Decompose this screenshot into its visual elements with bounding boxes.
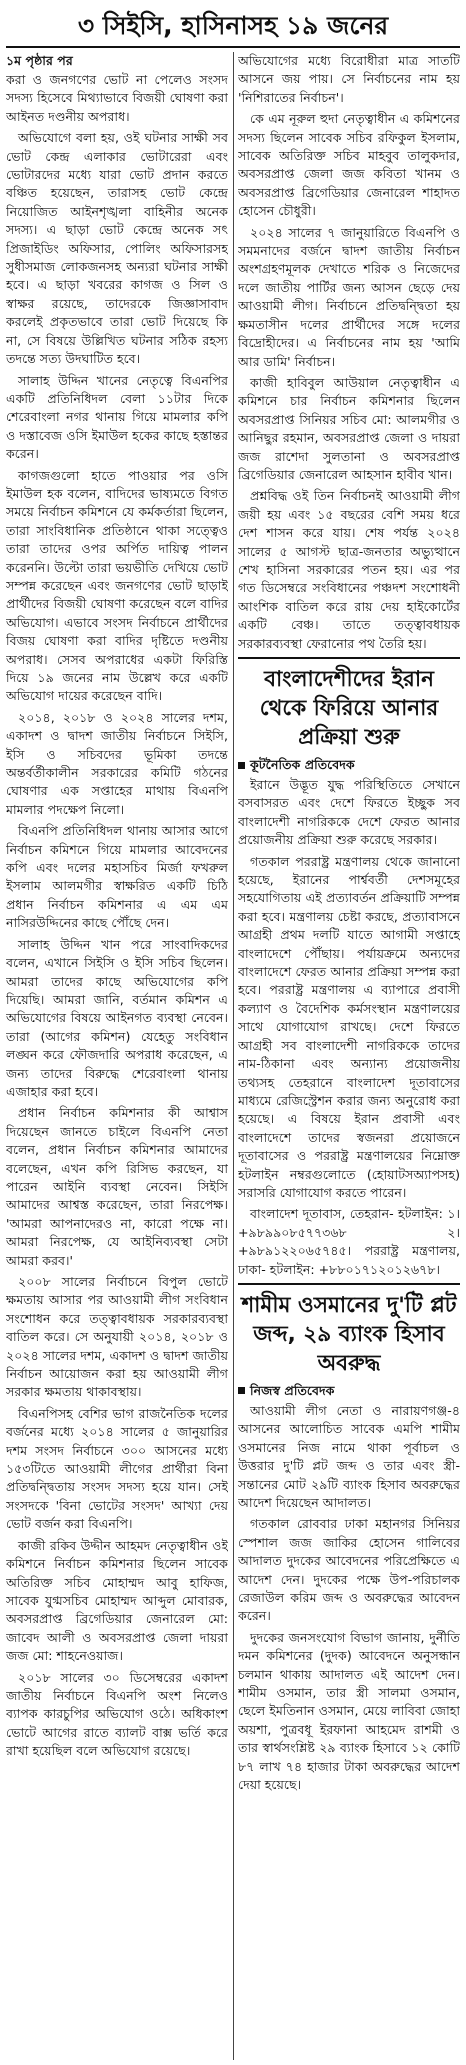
left-paragraph: কাজী রকিব উদ্দীন আহমদ নেতৃত্বাধীন ওই কমিশনে নির্বাচন কমিশনার ছিলেন সাবেক অতিরিক্ত সচিব মোহাম্মদ আবু হাফিজ, সাবেক যুগ্মসচিব মোহাম্মদ আব্দুল মোবারক, অবসরপ্রাপ্ত ব্রিগেডিয়ার জেনারেল মো: জাবেদ আলী ও অবসরপ্রাপ্ত জেলা দায়রা জজ মো: শাহনেওয়াজ। <box>6 1537 228 1664</box>
right-paragraph: কে এম নূরুল হুদা নেতৃত্বাধীন এ কমিশনের সদস্য ছিলেন সাবেক সচিব রফিকুল ইসলাম, সাবেক অতিরিক্ত সচিব মাহবুব তালুকদার, অবসরপ্রাপ্ত জেলা জজ কবিতা খানম ও অবসরপ্রাপ্ত ব্রিগেডিয়ার জেনারেল শাহাদত হোসেন চৌধুরী। <box>238 111 460 219</box>
left-column <box>6 52 228 2062</box>
left-paragraph: করা ও জনগণের ভোট না পেলেও সংসদ সদস্য হিসেবে মিথ্যাভাবে বিজয়ী ঘোষণা করা আইনত দণ্ডনীয় অপরাধ। <box>6 72 228 124</box>
article-paragraph: আওয়ামী লীগ নেতা ও নারায়ণগঞ্জ-৪ আসনের আলোচিত সাবেক এমপি শামীম ওসমানের নিজ নামে থাকা পূর্বাচল ও উত্তরার দু'টি প্লট জব্দ ও তার এবং স্ত্রী-সন্তানের মোট ২৯টি ব্যাংক হিসাব অবরুদ্ধের আদেশ দিয়েছেন আদালত। <box>238 1402 460 1510</box>
right-column <box>238 52 460 2062</box>
article-paragraph: দুদকের জনসংযোগ বিভাগ জানায়, দুর্নীতি দমন কমিশনের (দুদক) আবেদনে অনুসন্ধান চলমান থাকায় আদালত এই আদেশ দেন। শামীম ওসমান, তার স্ত্রী সালমা ওসমান, ছেলে ইমতিনান ওসমান, মেয়ে লাবিবা জোহা অয়শা, পুত্রবধূ ইরফানা আহমেদ রাশমী ও তার স্বার্থসংশ্লিষ্ট ২৯ ব্যাংক হিসাবে ১২ কোটি ৮৭ লাখ ৭৪ হাজার টাকা অবরুদ্ধের আদেশ দেয়া হয়েছে। <box>238 1629 460 1793</box>
left-paragraph: ২০১৪, ২০১৮ ও ২০২৪ সালের দশম, একাদশ ও দ্বাদশ জাতীয় নির্বাচনে সিইসি, ইসি ও সচিবদের ভূমিকা তদন্তে অন্তর্বর্তীকালীন সরকারের কমিটি গঠনের ঘোষণার এক সপ্তাহের মাথায় বিএনপি মামলার পদক্ষেপ নিলো। <box>6 709 228 817</box>
article-paragraph: বাংলাদেশ দূতাবাস, তেহরান- হটলাইন: ১। +৯৮৯৯০৮৫৭৭৩৬৮ ২। +৯৮৯১২২০৬৫৭৪৫। পররাষ্ট্র মন্ত্রণালয়, ঢাকা- হটলাইন: +৮৮০১৭১২০১২৬৭৮। <box>238 1206 460 1277</box>
right-paragraph: অভিযোগের মধ্যে বিরোধীরা মাত্র সাতটি আসনে জয় পায়। সে নির্বাচনের নাম হয় 'নিশিরাতের নির্বাচন'। <box>238 53 460 105</box>
left-paragraph: ২০১৮ সালের ৩০ ডিসেম্বরের একাদশ জাতীয় নির্বাচনে বিএনপি অংশ নিলেও ব্যাপক কারচুপির অভিযোগ ওঠে। অধিকাংশ ভোটে আগের রাতে ব্যালট বাক্স ভর্তি করে রাখা হয়েছিল বলে অভিযোগ রয়েছে। <box>6 1669 228 1759</box>
square-bullet-icon <box>238 762 245 769</box>
left-paragraph: সালাহ উদ্দিন খান পরে সাংবাদিকদের বলেন, এখানে সিইসি ও ইসি সচিব ছিলেন। আমরা তাদের কাছে অভিযোগের কপি দিয়েছি। আমরা জানি, বর্তমান কমিশন এ অভিযোগের বিষয়ে আইনগত ব্যবস্থা নেবেন। তারা (আগের কমিশন) যেহেতু সংবিধান লঙ্ঘন করে ফৌজদারি অপরাধ করেছেন, এ জন্য তাদের বিরুদ্ধে শেরেবাংলা থানায় এজাহার করা হবে। <box>6 936 228 1099</box>
left-paragraph: ২০০৮ সালের নির্বাচনে বিপুল ভোটে ক্ষমতায় আসার পর আওয়ামী লীগ সংবিধান সংশোধন করে তত্ত্বাবধায়ক সরকারব্যবস্থা বাতিল করে। সে অনুযায়ী ২০১৪, ২০১৮ ও ২০২৪ সালের দশম, একাদশ ও দ্বাদশ জাতীয় নির্বাচন আয়োজন করা হয় আওয়ামী লীগ সরকার ক্ষমতায় থাকাবস্থায়। <box>6 1274 228 1400</box>
article-shamim-osman <box>238 1283 460 1795</box>
article-paragraph: গতকাল পররাষ্ট্র মন্ত্রণালয় থেকে জানানো হয়েছে, ইরানের পার্শ্ববর্তী দেশসমূহের সহযোগিতায় এই প্রত্যাবর্তন প্রক্রিয়াটি সম্পন্ন করা হবে। মন্ত্রণালয় চেষ্টা করছে, প্রত্যাবাসনে আগ্রহী প্রথম দলটি যাতে আগামী সপ্তাহে বাংলাদেশে পৌঁছায়। পর্যায়ক্রমে অন্যদের বাংলাদেশে ফেরত আনার প্রক্রিয়া সম্পন্ন করা হবে। পররাষ্ট্র মন্ত্রণালয় এ ব্যাপারে প্রবাসী কল্যাণ ও বৈদেশিক কর্মসংস্থান মন্ত্রণালয়ের সাথে যোগাযোগ রাখছে। দেশে ফিরতে আগ্রহী সব বাংলাদেশী নাগরিককে তাদের নাম-ঠিকানা এবং অন্যান্য প্রয়োজনীয় তথ্যসহ তেহরানে বাংলাদেশ দূতাবাসের মাধ্যমে রেজিস্ট্রেশন করার জন্য অনুরোধ করা হয়েছে। এ বিষয়ে ইরান প্রবাসী এবং বাংলাদেশে তাদের স্বজনরা প্রয়োজনে দূতাবাসের ও পররাষ্ট্র মন্ত্রণালয়ের নিম্নোক্ত হটলাইন নম্বরগুলোতে (হোয়াটসঅ্যাপসহ) সরাসরি যোগাযোগ করতে পারেন। <box>238 853 460 1200</box>
left-paragraph: প্রধান নির্বাচন কমিশনার কী আশ্বাস দিয়েছেন জানতে চাইলে বিএনপি নেতা বলেন, প্রধান নির্বাচন কমিশনার আমাদের বলেছেন, এখন কপি রিসিভ করছেন, যা পারেন আইনি ব্যবস্থা নেবেন। সিইসি আমাদের আশ্বস্ত করেছেন, তারা নিরপেক্ষ। 'আমরা আপনাদেরও না, কারো পক্ষে না। আমরা নিরপেক্ষ, যে আইনিব্যবস্থা সেটা আমরা করব।' <box>6 1105 228 1268</box>
left-paragraph: বিএনপি প্রতিনিধিদল থানায় আসার আগে নির্বাচন কমিশনে গিয়ে মামলার আবেদনের কপি এবং দলের মহাসচিব মির্জা ফখরুল ইসলাম আলমগীর স্বাক্ষরিত একটি চিঠি প্রধান নির্বাচন কমিশনার এ এম এম নাসিরউদ্দিনের কাছে পৌঁছে দেন। <box>6 823 228 931</box>
article-paragraph: ইরানে উদ্ভূত যুদ্ধ পরিস্থিতিতে সেখানে বসবাসরত এবং দেশে ফিরতে ইচ্ছুক সব বাংলাদেশী নাগরিককে দেশে ফেরত আনার প্রয়োজনীয় প্রক্রিয়া শুরু করেছে সরকার। <box>238 777 460 848</box>
column-divider <box>233 52 234 2060</box>
square-bullet-icon <box>238 1387 245 1394</box>
left-paragraph: বিএনপিসহ বেশির ভাগ রাজনৈতিক দলের বর্জনের মধ্যে ২০১৪ সালের ৫ জানুয়ারির দশম সংসদ নির্বাচনে ৩০০ আসনের মধ্যে ১৫৩টিতে আওয়ামী লীগের প্রার্থীরা বিনা প্রতিদ্বন্দ্বিতায় সংসদ সদস্য হয়ে যান। সেই সংসদকে 'বিনা ভোটের সংসদ' আখ্যা দেয় ভোট বর্জন করা বিএনপি। <box>6 1405 228 1532</box>
continued-label: ১ম পৃষ্ঠার পর <box>6 53 73 68</box>
right-paragraph: কাজী হাবিবুল আউয়াল নেতৃত্বাধীন এ কমিশনে চার নির্বাচন কমিশনার ছিলেন অবসরপ্রাপ্ত সিনিয়র সচিব মো: আলমগীর ও আনিছুর রহমান, অবসরপ্রাপ্ত জেলা ও দায়রা জজ রাশেদা সুলতানা ও অবসরপ্রাপ্ত ব্রিগেডিয়ার জেনারেল আহসান হাবীব খান। <box>238 374 460 482</box>
left-paragraph: কাগজগুলো হাতে পাওয়ার পর ওসি ইমাউল হক বলেন, বাদিদের ভাষ্যমতে বিগত সময়ে নির্বাচন কমিশনে যে কর্মকর্তারা ছিলেন, তারা সাংবিধানিক প্রতিষ্ঠানে থাকা সত্ত্বেও তারা তাদের ওপর অর্পিত দায়িত্ব পালন করেননি। উল্টো তারা ভয়ভীতি দেখিয়ে ভোট সম্পন্ন করেছেন এবং জনগণের ভোট ছাড়াই প্রার্থীদের বিজয়ী ঘোষণা করেছেন বলে বাদির অভিযোগ। এভাবে সংসদ নির্বাচনে প্রার্থীদের বিজয় ঘোষণা করা বাদির দৃষ্টিতে দণ্ডনীয় অপরাধ। সেসব অপরাধের একটা ফিরিস্তি দিয়ে ১৯ জনের নাম উল্লেখ করে একটি অভিযোগ দায়ের করেছেন বাদি। <box>6 467 228 704</box>
byline <box>238 1382 460 1400</box>
byline-text: কূটনৈতিক প্রতিবেদক <box>250 757 355 772</box>
article-iran-repatriation <box>238 657 460 1279</box>
right-paragraph: ২০২৪ সালের ৭ জানুয়ারিতে বিএনপি ও সমমনাদের বর্জনে দ্বাদশ জাতীয় নির্বাচন অংশগ্রহণমূলক দেখাতে শরিক ও নিজেদের দলে জাতীয় পার্টির জন্য আসন ছেড়ে দেয় আওয়ামী লীগ। নির্বাচনে প্রতিদ্বন্দ্বিতা হয় ক্ষমতাসীন দলের প্রার্থীদের সঙ্গে দলের বিদ্রোহীদের। এ নির্বাচনের নাম হয় 'আমি আর ডামি' নির্বাচন। <box>238 224 460 369</box>
byline <box>238 756 460 774</box>
article-headline: শামীম ওসমানের দু'টি প্লট জব্দ, ২৯ ব্যাংক হিসাব অবরুদ্ধ <box>241 1292 457 1376</box>
left-paragraph: সালাহ উদ্দিন খানের নেতৃত্বে বিএনপির একটি প্রতিনিধিদল বেলা ১১টার দিকে শেরেবাংলা নগর থানায় গিয়ে মামলার কপি ও দস্তাবেজ ওসি ইমাউল হকের কাছে হস্তান্তর করেন। <box>6 372 228 462</box>
byline-text: নিজস্ব প্রতিবেদক <box>250 1382 335 1398</box>
left-paragraph: অভিযোগে বলা হয়, ওই ঘটনার সাক্ষী সব ভোট কেন্দ্র এলাকার ভোটারেরা এবং ভোটারদের মধ্যে যারা ভোট প্রদান করতে বঞ্চিত হয়েছেন, তারাসহ ভোট কেন্দ্রে নিয়োজিত আইনশৃঙ্খলা বাহিনীর অনেক সদস্য। এ ছাড়া ভোট কেন্দ্রে অনেক সৎ প্রিজাইডিং অফিসার, পোলিং অফিসারসহ সুধীসমাজ লোকজনসহ অন্যরা ঘটনার সাক্ষী হবে। এ ছাড়া খবরের কাগজ ও সিল ও স্বাক্ষর রয়েছে, তাদেরকে জিজ্ঞাসাবাদ করলেই প্রকৃতভাবে তারা ভোট দিয়েছে কি না, সে বিষয়ে উল্লিখিত ঘটনার সঠিক রহস্য তদন্তে সত্য উদঘাটিত হবে। <box>6 130 228 367</box>
right-paragraph: প্রশ্নবিদ্ধ ওই তিন নির্বাচনই আওয়ামী লীগ জয়ী হয় এবং ১৫ বছরের বেশি সময় ধরে দেশ শাসন করে যায়। শেষ পর্যন্ত ২০২৪ সালের ৫ আগস্ট ছাত্র-জনতার অভ্যুত্থানে শেখ হাসিনা সরকারের পতন হয়। এর পর গত ডিসেম্বরে সংবিধানের পঞ্চদশ সংশোধনী আংশিক বাতিল করে রায় দেয় হাইকোর্টের একটি বেঞ্চ। তাতে তত্ত্বাবধায়ক সরকারব্যবস্থা ফেরানোর পথ তৈরি হয়। <box>238 488 460 651</box>
article-paragraph: গতকাল রোববার ঢাকা মহানগর সিনিয়র স্পেশাল জজ জাকির হোসেন গালিবের আদালত দুদকের আবেদনের পরিপ্রেক্ষিতে এ আদেশ দেন। দুদকের পক্ষে উপ-পরিচালক রেজাউল করিম জব্দ ও অবরুদ্ধের আবেদন করেন। <box>238 1516 460 1624</box>
article-headline: বাংলাদেশীদের ইরান থেকে ফিরিয়ে আনার প্রক্রিয়া শুরু <box>259 667 439 750</box>
top-headline: ৩ সিইসি, হাসিনাসহ ১৯ জনের <box>6 6 460 48</box>
